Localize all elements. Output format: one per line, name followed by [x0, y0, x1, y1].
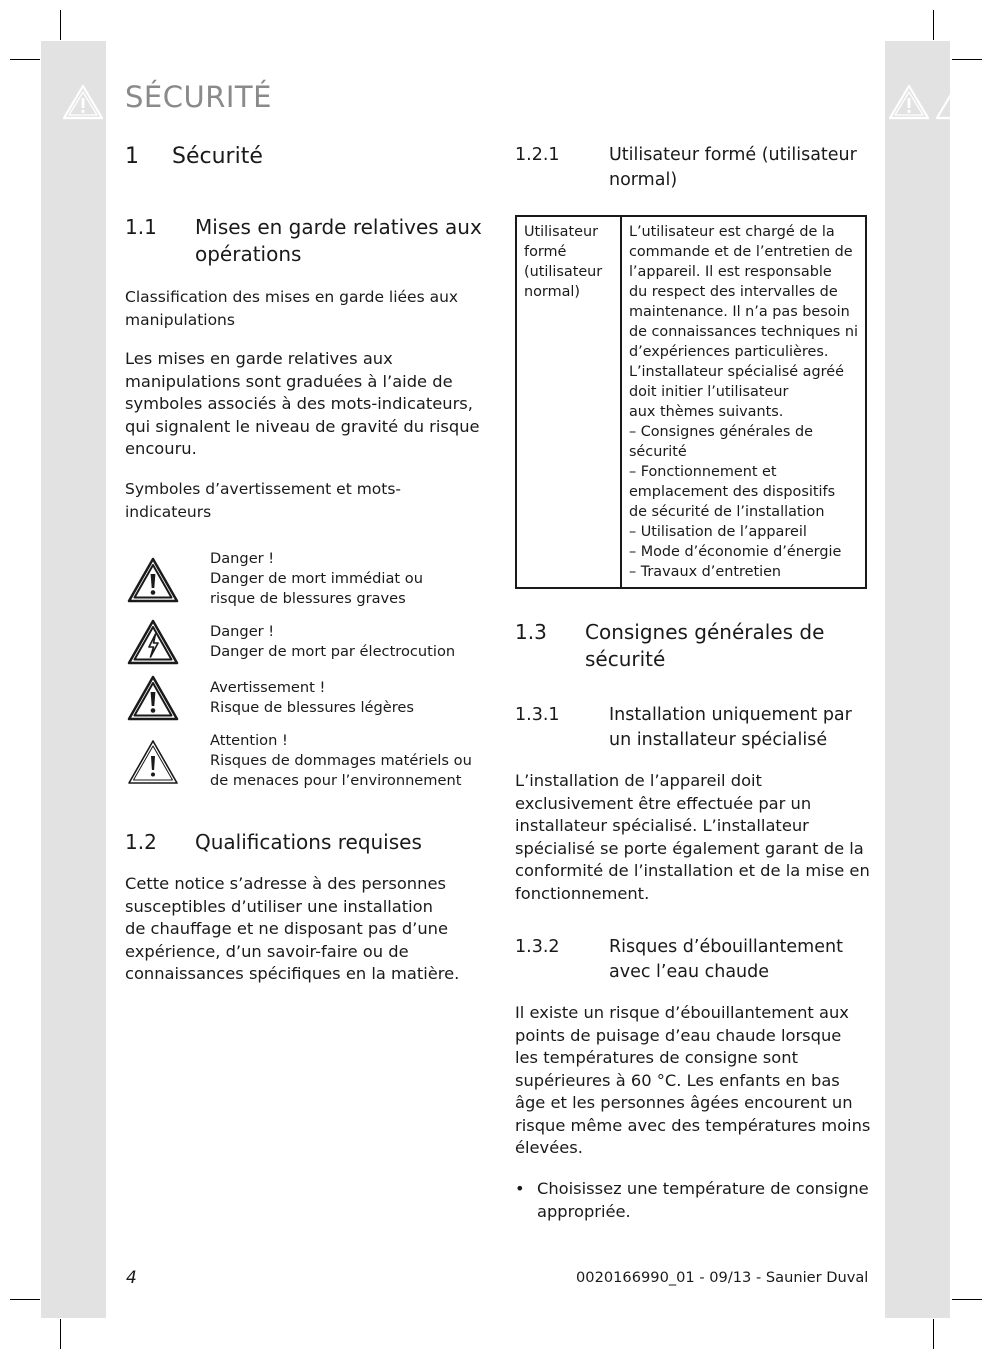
- section-1-2-1-heading: [515, 143, 875, 195]
- classification-text: [125, 348, 480, 461]
- title-line: avec l’eau chaude: [609, 962, 770, 982]
- warning-line: de menaces pour l’environnement: [210, 772, 462, 789]
- table-row: [516, 216, 866, 588]
- section-title-text: [195, 214, 482, 268]
- text-line: conformité de l’installation et de la mise en: [515, 861, 870, 880]
- warning-line: Avertissement !: [210, 679, 326, 696]
- warning-text: [210, 731, 472, 791]
- cell-line: formé: [524, 244, 567, 260]
- text-line: supérieures à 60 °C. Les enfants en bas: [515, 1070, 840, 1090]
- bullet-symbol: •: [515, 1179, 525, 1198]
- table-description-cell: [621, 216, 866, 588]
- crop-mark: [933, 1319, 934, 1349]
- warning-line: risque de blessures graves: [210, 590, 406, 607]
- cell-line: de sécurité de l’installation: [628, 504, 825, 520]
- title-line: opérations: [195, 242, 302, 266]
- text-line: points de puisage d’eau chaude lorsque: [515, 1025, 842, 1045]
- cell-line: emplacement des dispositifs: [628, 484, 836, 500]
- header-warning-icon: [62, 84, 104, 120]
- section-title-text: [609, 143, 857, 193]
- section-number: 1.3: [515, 620, 547, 644]
- text-line: Les mises en garde relatives aux: [125, 349, 393, 368]
- cell-line: normal): [524, 284, 581, 300]
- qualifications-text: [125, 873, 459, 986]
- warning-line: Attention !: [210, 732, 288, 749]
- cell-line: l’appareil. Il est responsable: [628, 264, 832, 280]
- crop-mark: [952, 59, 982, 60]
- text-line: fonctionnement.: [515, 883, 650, 903]
- title-line: Mises en garde relatives aux: [195, 215, 482, 239]
- section-number: 1.2.1: [515, 145, 560, 165]
- text-line: élevées.: [515, 1138, 583, 1157]
- section-title-text: [609, 703, 852, 753]
- warning-line: Danger !: [210, 623, 275, 640]
- warning-triangle-icon: [127, 675, 179, 721]
- title-line: Utilisateur formé (utilisateur: [609, 145, 857, 165]
- text-line: de chauffage et ne disposant pas d’une: [125, 919, 449, 938]
- warning-line: Danger de mort immédiat ou: [210, 570, 423, 587]
- text-line: symboles associés à des mots-indicateurs,: [125, 394, 473, 413]
- section-1-3-2-heading: [515, 935, 875, 987]
- warning-text: [210, 549, 423, 609]
- crop-mark: [60, 1319, 61, 1349]
- crop-mark: [10, 59, 40, 60]
- title-line: Risques d’ébouillantement: [609, 937, 843, 957]
- cell-line: de connaissances techniques ni: [628, 324, 858, 340]
- document-reference: 0020166990_01 - 09/13 - Saunier Duval: [576, 1269, 869, 1286]
- cell-line: L’utilisateur est chargé de la: [628, 224, 835, 240]
- cell-line: sécurité: [628, 444, 687, 460]
- user-qualification-table: [515, 215, 867, 589]
- text-line: L’installation de l’appareil doit: [515, 771, 762, 790]
- bullet-text: [537, 1178, 869, 1223]
- scalding-text: [515, 1002, 870, 1160]
- page-number: 4: [126, 1268, 137, 1288]
- crop-mark: [952, 1299, 982, 1300]
- title-line: normal): [609, 170, 678, 190]
- title-line: Consignes générales de: [585, 620, 825, 644]
- warning-line: Risques de dommages matériels ou: [210, 752, 472, 769]
- title-line: un installateur spécialisé: [609, 730, 828, 750]
- section-1-1-heading: [125, 214, 485, 270]
- cell-line: doit initier l’utilisateur: [628, 384, 789, 400]
- cell-line: aux thèmes suivants.: [628, 404, 784, 420]
- title-line: sécurité: [585, 647, 666, 671]
- text-line: spécialisé se porte également garant de la: [515, 838, 864, 858]
- cell-line: (utilisateur: [524, 264, 603, 280]
- section-1-3-1-heading: [515, 703, 875, 755]
- warning-text: [210, 678, 414, 718]
- text-line: susceptibles d’utiliser une installation: [125, 896, 433, 916]
- section-title-text: [609, 935, 843, 985]
- cell-line: L’installateur spécialisé agréé: [628, 364, 844, 380]
- installation-text: [515, 770, 870, 905]
- left-gray-band: [41, 41, 106, 1318]
- subhead-line: Symboles d’avertissement et mots-: [125, 480, 402, 498]
- section-number: 1.3.1: [515, 705, 560, 725]
- table-label-cell: [516, 216, 621, 588]
- section-title-text: [585, 619, 824, 673]
- symbols-heading: [125, 478, 401, 524]
- text-line: encouru.: [125, 439, 197, 458]
- text-line: Cette notice s’adresse à des personnes: [125, 874, 446, 893]
- electrocution-triangle-icon: [127, 619, 179, 665]
- right-gray-band: [885, 41, 950, 1318]
- crop-mark: [10, 1299, 40, 1300]
- cell-line: Utilisateur: [524, 224, 599, 240]
- chapter-heading: [125, 144, 465, 174]
- text-line: connaissances spécifiques en la matière.: [125, 964, 460, 983]
- cell-line: – Travaux d’entretien: [628, 564, 782, 580]
- cell-line: du respect des intervalles de: [628, 284, 838, 300]
- text-line: Il existe un risque d’ébouillantement aux: [515, 1003, 849, 1022]
- text-line: les températures de consigne sont: [515, 1048, 798, 1067]
- text-line: manipulations sont graduées à l’aide de: [125, 371, 453, 391]
- text-line: exclusivement être effectuée par un: [515, 793, 812, 813]
- warning-line: Danger de mort par électrocution: [210, 643, 456, 660]
- warning-line: Risque de blessures légères: [210, 699, 414, 716]
- section-title-text: Qualifications requises: [195, 830, 422, 854]
- section-1-3-heading: [515, 619, 875, 675]
- text-line: installateur spécialisé. L’installateur: [515, 816, 809, 835]
- subhead-line: indicateurs: [125, 503, 212, 521]
- cell-line: – Utilisation de l’appareil: [628, 524, 807, 540]
- warning-line: Danger !: [210, 550, 275, 567]
- cell-line: – Consignes générales de: [628, 424, 813, 440]
- section-number: 1.3.2: [515, 937, 560, 957]
- section-number: 1.1: [125, 215, 157, 239]
- caution-triangle-icon: [127, 739, 179, 785]
- subhead-line: Classification des mises en garde liées aux: [125, 288, 459, 306]
- cell-line: maintenance. Il n’a pas besoin: [628, 304, 850, 320]
- bullet-line: appropriée.: [537, 1201, 631, 1221]
- crop-mark: [933, 10, 934, 40]
- text-line: âge et les personnes âgées encourent un: [515, 1093, 853, 1112]
- bullet-line: Choisissez une température de consigne: [537, 1179, 869, 1198]
- text-line: qui signalent le niveau de gravité du risque: [125, 416, 480, 436]
- section-number: 1.2: [125, 830, 157, 854]
- text-line: risque même avec des températures moins: [515, 1115, 871, 1135]
- cell-line: commande et de l’entretien de: [628, 244, 853, 260]
- header-warning-icon-right: [888, 84, 930, 120]
- header-warning-icon-partial: [935, 84, 950, 120]
- text-line: expérience, d’un savoir-faire ou de: [125, 941, 409, 961]
- cell-line: d’expériences particulières.: [628, 344, 829, 360]
- cell-line: – Fonctionnement et: [628, 464, 777, 480]
- chapter-title: Sécurité: [172, 144, 263, 169]
- section-title: SÉCURITÉ: [125, 80, 272, 114]
- cell-line: – Mode d’économie d’énergie: [628, 544, 842, 560]
- chapter-number: 1: [125, 144, 139, 169]
- subhead-line: manipulations: [125, 311, 235, 329]
- title-line: Installation uniquement par: [609, 705, 852, 725]
- crop-mark: [60, 10, 61, 40]
- section-1-2-heading: [125, 829, 485, 857]
- classification-heading: [125, 286, 458, 332]
- warning-text: [210, 622, 455, 662]
- danger-triangle-icon: [127, 557, 179, 603]
